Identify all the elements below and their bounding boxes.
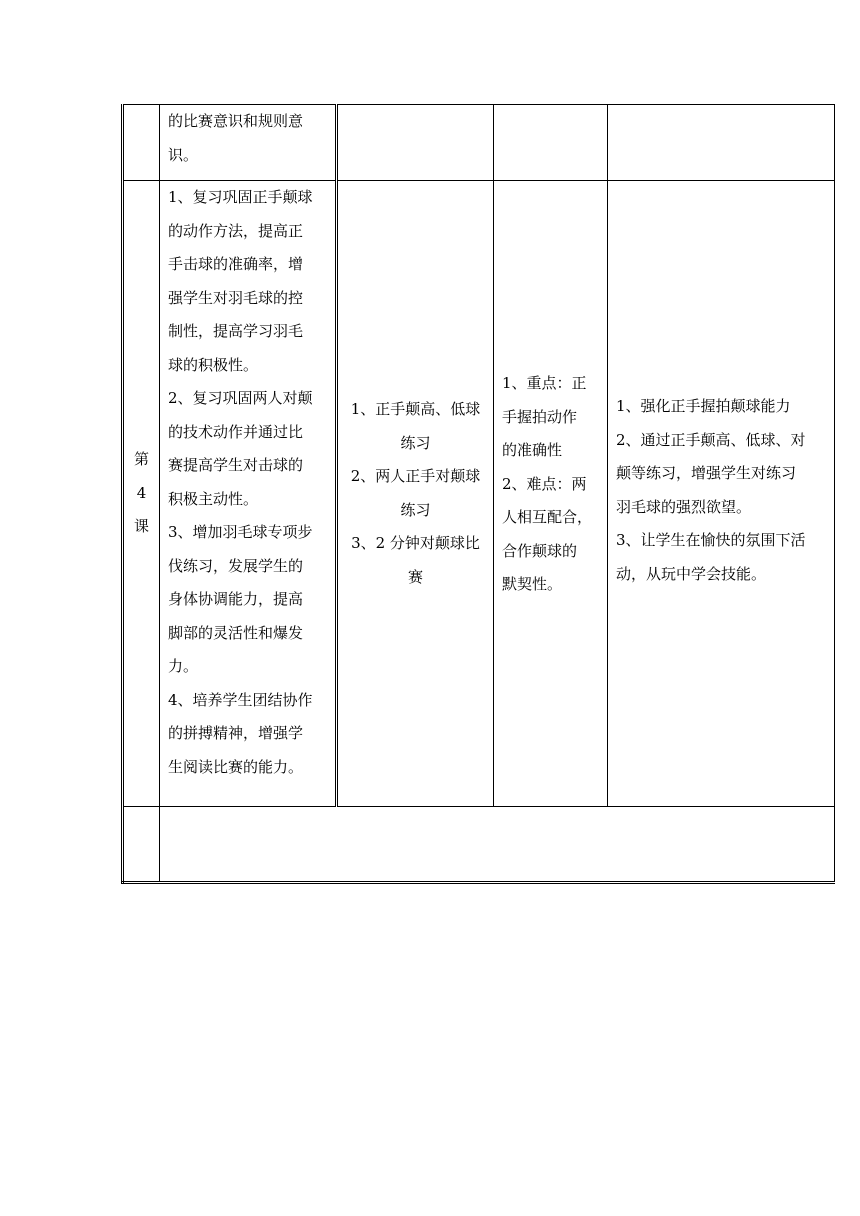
text-line: 手击球的准确率，增 [168,255,304,273]
lesson-plan-table [121,104,835,884]
text-line: 2、通过正手颠高、低球、对 [616,430,806,449]
content-cell [337,181,494,807]
text-line: 羽毛球的强烈欲望。 [616,497,752,516]
text-line: 力。 [168,657,199,675]
text-line: 练习 [400,433,431,452]
text-line: 3、2 分钟对颠球比 [351,534,480,552]
text-line: 的准确性 [502,441,563,460]
lesson-label-char: 4 [136,483,147,502]
text-line: 赛 [407,567,423,586]
content-cell [337,105,494,181]
text-line: 合作颠球的 [502,541,578,560]
text-line: 识。 [168,145,199,164]
text-line: 脚部的灵活性和爆发 [168,623,304,642]
text-line: 人相互配合， [502,508,593,527]
text-line: 伐练习，发展学生的 [168,556,304,575]
objectives-cell [160,105,337,181]
text-line: 2、复习巩固两人对颠 [168,389,313,407]
text-line: 2、两人正手对颠球 [350,467,481,485]
text-line: 1、复习巩固正手颠球 [168,188,313,206]
key-points-cell [494,181,608,807]
text-line: 球的积极性。 [168,355,259,374]
lesson-label-char: 第 [133,450,149,469]
text-line: 赛提高学生对击球的 [168,456,304,474]
lesson-cell [123,807,160,883]
text-line: 动，从玩中学会技能。 [616,564,767,583]
text-line: 的技术动作并通过比 [168,422,304,441]
text-line: 默契性。 [502,575,563,594]
text-line: 身体协调能力，提高 [168,590,304,608]
lesson-cell [123,105,160,181]
lesson-label-char: 课 [133,517,149,536]
methods-cell [608,105,835,181]
text-line: 积极主动性。 [168,489,259,508]
text-line: 手握拍动作 [502,407,578,426]
text-line: 2、难点：两 [502,474,587,493]
text-line: 1、强化正手握拍颠球能力 [616,397,791,415]
text-line: 的动作方法，提高正 [168,221,304,240]
text-line: 4、培养学生团结协作 [168,690,313,709]
text-line: 3、让学生在愉快的氛围下活 [616,531,806,549]
text-line: 生阅读比赛的能力。 [168,757,304,776]
text-line: 强学生对羽毛球的控 [168,288,304,307]
text-line: 练习 [400,500,431,519]
text-line: 的比赛意识和规则意 [168,112,304,130]
text-line: 3、增加羽毛球专项步 [168,523,313,541]
table-row [123,807,835,883]
objectives-cell [160,181,337,807]
text-line: 颠等练习，增强学生对练习 [616,464,797,482]
text-line: 制性，提高学习羽毛 [168,322,304,340]
lesson-label-cell [123,181,160,807]
table-row [123,105,835,181]
methods-cell [608,181,835,807]
text-line: 的拼搏精神，增强学 [168,724,304,742]
text-line: 1、重点：正 [502,374,587,393]
key-points-cell [494,105,608,181]
notes-cell [160,807,835,883]
text-line: 1、正手颠高、低球 [350,400,481,418]
table-row [123,181,835,807]
